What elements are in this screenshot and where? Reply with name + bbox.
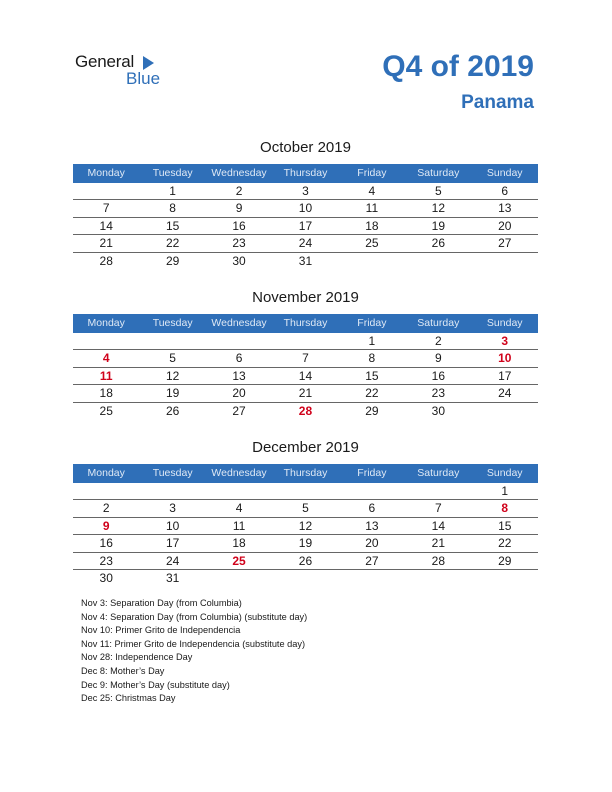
day-cell: 2 xyxy=(235,184,243,198)
weekday-label: Thursday xyxy=(283,317,328,329)
day-cell: 8 xyxy=(169,201,176,216)
day-cell: 29 xyxy=(365,403,379,418)
month-december xyxy=(73,437,538,586)
logo-general-text: General xyxy=(75,52,135,71)
day-cell xyxy=(206,333,272,349)
month-title: December 2019 xyxy=(252,439,359,456)
logo-blue-text: Blue xyxy=(126,69,161,88)
day-cell: 26 xyxy=(165,403,180,418)
day-cell: 27 xyxy=(498,236,512,251)
day-cell xyxy=(405,483,471,499)
day-cell: 18 xyxy=(99,386,113,401)
day-cell: 5 xyxy=(302,501,309,516)
day-cell: 22 xyxy=(165,236,180,251)
day-cell: 13 xyxy=(232,368,246,383)
day-cell: 8 xyxy=(368,351,376,366)
day-cell: 10 xyxy=(498,351,512,366)
holiday-notes xyxy=(81,597,307,706)
day-cell xyxy=(272,333,338,349)
day-cell: 24 xyxy=(498,386,512,401)
day-cell: 12 xyxy=(431,201,445,216)
day-cell: 4 xyxy=(102,351,110,366)
day-cell: 18 xyxy=(232,536,246,551)
day-cell: 15 xyxy=(165,218,180,233)
weekday-label: Saturday xyxy=(417,167,460,179)
day-cell xyxy=(73,333,139,349)
day-cell: 6 xyxy=(368,501,376,516)
day-cell: 31 xyxy=(165,570,180,585)
day-cell: 20 xyxy=(365,536,379,551)
weekday-label: Wednesday xyxy=(211,467,267,479)
day-cell: 23 xyxy=(431,386,445,401)
day-cell: 14 xyxy=(431,518,445,533)
day-cell: 22 xyxy=(498,536,512,551)
day-cell: 9 xyxy=(235,201,243,216)
day-cell: 11 xyxy=(232,518,246,533)
day-cell: 1 xyxy=(169,184,176,198)
day-cell: 15 xyxy=(498,518,512,533)
weekday-label: Thursday xyxy=(283,167,328,179)
day-cell: 17 xyxy=(498,368,512,383)
day-cell xyxy=(73,183,139,199)
weekday-label: Sunday xyxy=(486,317,523,329)
day-cell xyxy=(405,570,471,586)
week-row xyxy=(73,200,538,217)
week-row xyxy=(73,253,538,269)
holiday-note: Nov 4: Separation Day (from Columbia) (substitute day) xyxy=(81,611,308,622)
week-row xyxy=(73,385,538,402)
day-cell: 20 xyxy=(498,218,512,233)
day-cell: 19 xyxy=(165,386,180,401)
day-cell: 4 xyxy=(368,184,376,198)
day-cell: 11 xyxy=(99,368,113,383)
day-cell: 12 xyxy=(165,368,180,383)
week-row xyxy=(73,183,538,200)
day-cell: 16 xyxy=(431,368,445,383)
day-cell: 26 xyxy=(431,236,445,251)
day-cell: 21 xyxy=(298,386,313,401)
day-cell xyxy=(139,483,205,499)
day-cell: 19 xyxy=(431,218,445,233)
day-cell: 3 xyxy=(501,334,509,348)
day-cell: 9 xyxy=(102,518,110,533)
day-cell: 22 xyxy=(365,386,379,401)
day-cell: 7 xyxy=(302,351,309,366)
weekday-label: Saturday xyxy=(417,467,460,479)
day-cell: 14 xyxy=(99,218,113,233)
week-row xyxy=(73,500,538,517)
day-cell: 30 xyxy=(232,253,246,268)
country-name: Panama xyxy=(461,92,534,113)
day-cell xyxy=(73,483,139,499)
weekday-label: Thursday xyxy=(283,467,328,479)
day-cell xyxy=(272,570,338,586)
day-cell: 21 xyxy=(99,236,113,251)
day-cell: 3 xyxy=(169,501,176,516)
weekday-label: Friday xyxy=(357,317,387,329)
day-cell: 31 xyxy=(298,253,313,268)
month-title: November 2019 xyxy=(252,289,359,306)
day-cell: 28 xyxy=(431,553,445,568)
day-cell: 21 xyxy=(431,536,445,551)
day-cell: 16 xyxy=(99,536,113,551)
day-cell: 24 xyxy=(165,553,180,568)
week-row xyxy=(73,368,538,385)
day-cell: 19 xyxy=(298,536,313,551)
day-cell: 27 xyxy=(232,403,246,418)
day-cell xyxy=(206,570,272,586)
day-cell: 23 xyxy=(99,553,113,568)
weekday-label: Tuesday xyxy=(152,467,193,479)
weekday-header xyxy=(73,464,538,483)
day-cell: 9 xyxy=(434,351,442,366)
weekday-label: Friday xyxy=(357,467,387,479)
day-cell: 2 xyxy=(434,334,442,348)
day-cell: 7 xyxy=(102,201,110,216)
weekday-label: Sunday xyxy=(486,167,523,179)
weekday-label: Friday xyxy=(357,167,387,179)
day-cell xyxy=(339,570,405,586)
week-row xyxy=(73,483,538,500)
day-cell xyxy=(272,483,338,499)
day-cell: 29 xyxy=(165,253,180,268)
week-row xyxy=(73,535,538,552)
weekday-header xyxy=(73,164,538,183)
page-title: Q4 of 2019 xyxy=(382,50,534,83)
weekday-label: Monday xyxy=(87,317,125,329)
day-cell: 25 xyxy=(99,403,113,418)
weekday-label: Monday xyxy=(87,467,125,479)
day-cell: 7 xyxy=(434,501,442,516)
day-cell xyxy=(472,570,538,586)
day-cell xyxy=(339,483,405,499)
day-cell: 13 xyxy=(365,518,379,533)
week-row xyxy=(73,235,538,252)
day-cell: 17 xyxy=(165,536,180,551)
day-cell: 6 xyxy=(501,184,509,198)
day-cell: 25 xyxy=(232,553,246,568)
day-cell xyxy=(139,333,205,349)
week-row xyxy=(73,570,538,586)
day-cell: 29 xyxy=(498,553,512,568)
day-cell: 10 xyxy=(298,201,313,216)
day-cell: 28 xyxy=(298,403,313,418)
day-cell: 23 xyxy=(232,236,246,251)
logo-triangle-icon xyxy=(143,56,154,70)
holiday-note: Dec 8: Mother’s Day xyxy=(81,665,165,676)
weekday-label: Wednesday xyxy=(211,167,267,179)
day-cell: 13 xyxy=(498,201,512,216)
month-title: October 2019 xyxy=(260,139,351,156)
day-cell: 6 xyxy=(235,351,243,366)
weekday-label: Tuesday xyxy=(152,317,193,329)
day-cell xyxy=(472,403,538,419)
day-cell: 15 xyxy=(365,368,379,383)
month-october xyxy=(73,137,538,269)
week-row xyxy=(73,518,538,535)
day-cell xyxy=(472,253,538,269)
weekday-header xyxy=(73,314,538,333)
weekday-label: Tuesday xyxy=(152,167,193,179)
week-row xyxy=(73,218,538,235)
day-cell: 26 xyxy=(298,553,313,568)
day-cell: 1 xyxy=(501,484,509,498)
day-cell xyxy=(339,253,405,269)
day-cell: 12 xyxy=(298,518,313,533)
week-row xyxy=(73,350,538,367)
holiday-note: Nov 10: Primer Grito de Independencia xyxy=(81,625,241,636)
day-cell: 30 xyxy=(99,570,113,585)
day-cell: 5 xyxy=(169,351,176,366)
week-row xyxy=(73,553,538,570)
weekday-label: Monday xyxy=(87,167,125,179)
holiday-note: Nov 11: Primer Grito de Independencia (substitute day) xyxy=(81,638,306,649)
holiday-note: Dec 25: Christmas Day xyxy=(81,693,176,704)
day-cell: 3 xyxy=(302,184,309,198)
holiday-note: Dec 9: Mother’s Day (substitute day) xyxy=(81,679,230,690)
day-cell xyxy=(206,483,272,499)
logo xyxy=(75,52,185,88)
day-cell: 1 xyxy=(368,334,376,348)
day-cell: 18 xyxy=(365,218,379,233)
week-row xyxy=(73,403,538,419)
day-cell: 14 xyxy=(298,368,313,383)
day-cell: 2 xyxy=(102,501,110,516)
day-cell: 4 xyxy=(235,501,243,516)
weekday-label: Wednesday xyxy=(211,317,267,329)
day-cell: 16 xyxy=(232,218,246,233)
weekday-label: Sunday xyxy=(486,467,523,479)
day-cell: 10 xyxy=(165,518,180,533)
day-cell: 17 xyxy=(298,218,313,233)
day-cell: 24 xyxy=(298,236,313,251)
day-cell xyxy=(405,253,471,269)
day-cell: 28 xyxy=(99,253,113,268)
weekday-label: Saturday xyxy=(417,317,460,329)
day-cell: 30 xyxy=(431,403,445,418)
day-cell: 11 xyxy=(365,201,379,216)
holiday-note: Nov 28: Independence Day xyxy=(81,652,193,663)
day-cell: 5 xyxy=(434,184,442,198)
day-cell: 27 xyxy=(365,553,379,568)
day-cell: 20 xyxy=(232,386,246,401)
day-cell: 8 xyxy=(501,501,509,516)
holiday-note: Nov 3: Separation Day (from Columbia) xyxy=(81,598,242,608)
week-row xyxy=(73,333,538,350)
month-november xyxy=(73,287,538,419)
day-cell: 25 xyxy=(365,236,379,251)
